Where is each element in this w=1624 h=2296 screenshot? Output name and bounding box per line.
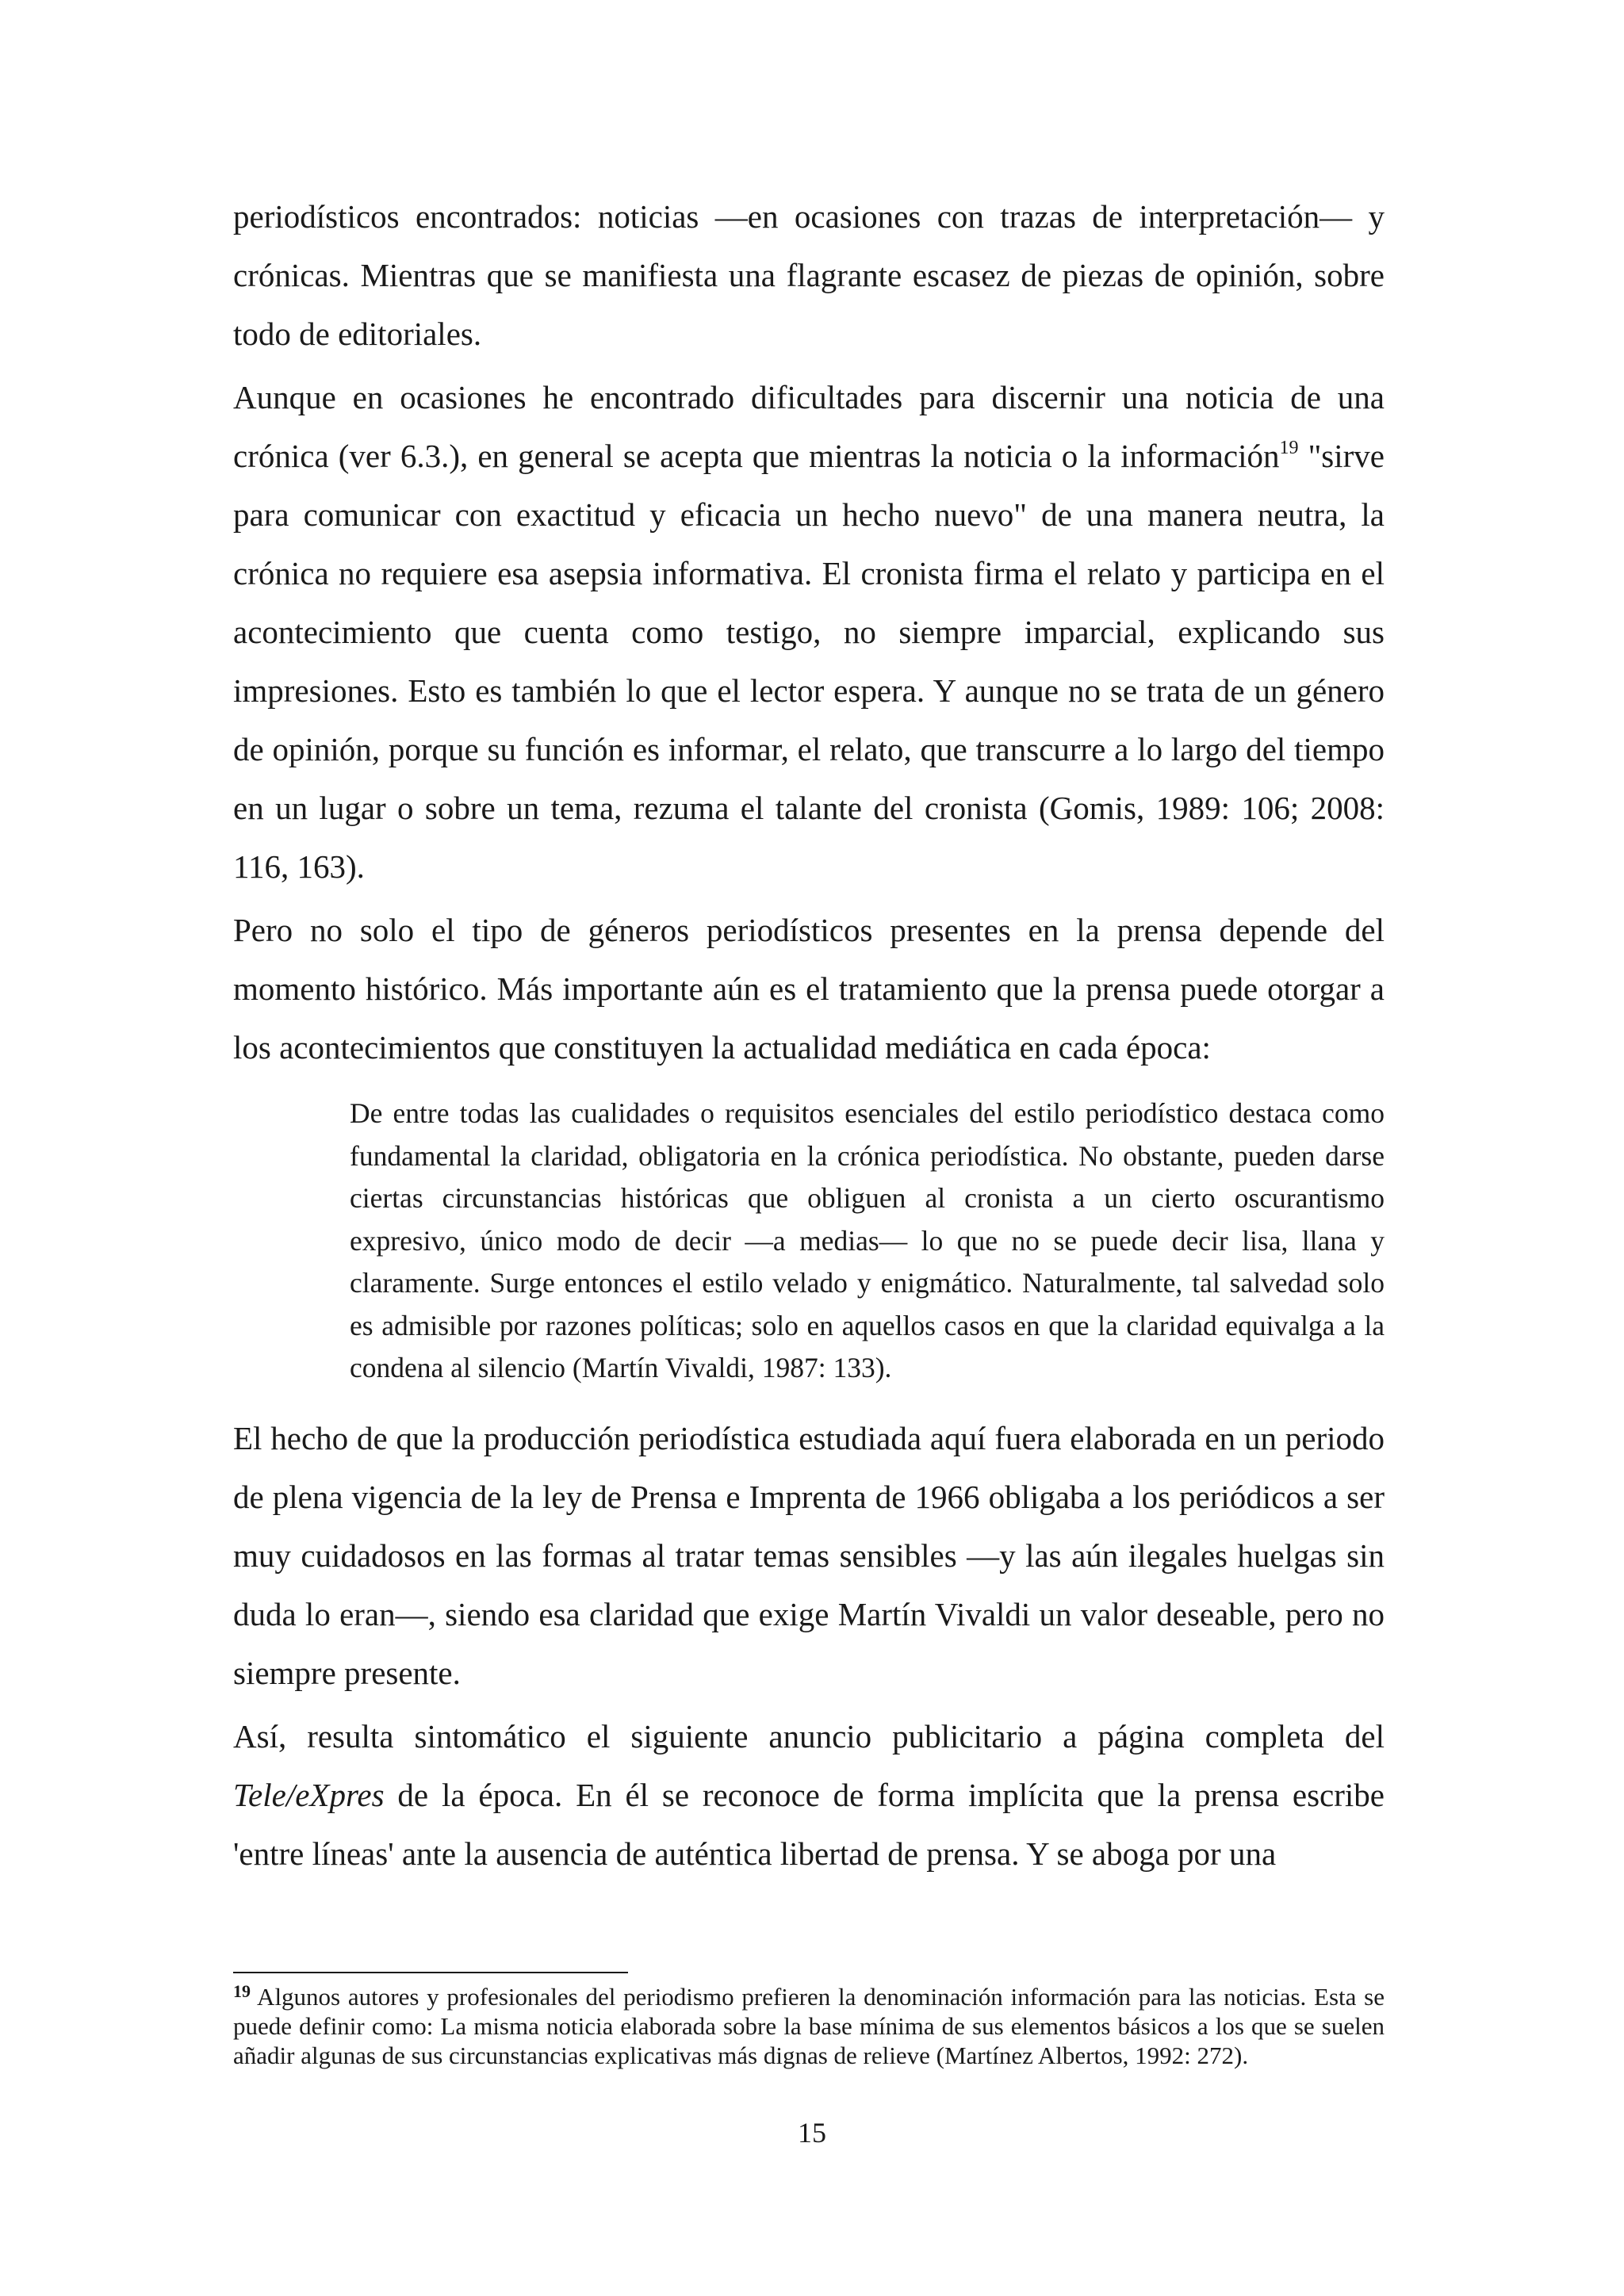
paragraph-5-text-start: Así, resulta sintomático el siguiente anuncio publicitario a página completa del xyxy=(233,1717,1385,1755)
footnote-separator xyxy=(233,1972,628,1973)
newspaper-title: Tele/eXpres xyxy=(233,1776,385,1813)
paragraph-4 xyxy=(233,1409,1385,1702)
footnote xyxy=(233,1982,1385,2070)
block-quote xyxy=(350,1093,1385,1390)
footnote-text: Algunos autores y profesionales del periodismo prefieren la denominación información para las noticias. Esta se puede definir como: La misma noticia elaborada sobre la base mínima de sus elementos básicos a los que se suelen añadir algunas de sus circunstancias explicativas más dignas de relieve (Martínez Albertos, 1992: 272). xyxy=(233,1983,1385,2069)
footnote-reference[interactable]: 19 xyxy=(1279,438,1299,458)
paragraph-3-text: Pero no solo el tipo de géneros periodísticos presentes en la prensa depende del momento histórico. Más importante aún es el tratamiento que la prensa puede otorgar a los acontecimientos que constituyen la actualidad mediática en cada época: xyxy=(233,912,1385,1066)
paragraph-1 xyxy=(233,187,1385,363)
block-quote-text: De entre todas las cualidades o requisitos esenciales del estilo periodístico destaca como fundamental la claridad, obligatoria en la crónica periodística. No obstante, pueden darse ciertas circunstancias históricas que obliguen al cronista a un cierto oscurantismo expresivo, único modo de decir —a medias— lo que no se puede decir lisa, llana y claramente. Surge entonces el estilo velado y enigmático. Naturalmente, tal salvedad solo es admisible por razones políticas; solo en aquellos casos en que la claridad equivalga a la condena al silencio (Martín Vivaldi, 1987: 133). xyxy=(350,1097,1385,1383)
footnote-mark: 19 xyxy=(233,1981,251,2001)
paragraph-4-text: El hecho de que la producción periodística estudiada aquí fuera elaborada en un periodo de plena vigencia de la ley de Prensa e Imprenta de 1966 obligaba a los periódicos a ser muy cuidadosos en las formas al tratar temas sensibles —y las aún ilegales huelgas sin duda lo eran—, siendo esa claridad que exige Martín Vivaldi un valor deseable, pero no siempre presente. xyxy=(233,1419,1385,1691)
paragraph-3 xyxy=(233,901,1385,1077)
paragraph-2 xyxy=(233,368,1385,896)
page-number: 15 xyxy=(798,2117,826,2149)
paragraph-5-text-end: de la época. En él se reconoce de forma implícita que la prensa escribe 'entre líneas' ante la ausencia de auténtica libertad de prensa. Y se aboga por una xyxy=(233,1776,1385,1872)
paragraph-2-text-start: Aunque en ocasiones he encontrado dificultades para discernir una noticia de una crónica (ver 6.3.), en general se acepta que mientras la noticia o la información xyxy=(233,379,1385,474)
paragraph-1-text: periodísticos encontrados: noticias —en ocasiones con trazas de interpretación— y crónicas. Mientras que se manifiesta una flagrante escasez de piezas de opinión, sobre todo de editoriales. xyxy=(233,198,1385,352)
paragraph-5 xyxy=(233,1707,1385,1883)
paragraph-2-text-end: "sirve para comunicar con exactitud y eficacia un hecho nuevo" de una manera neutra, la crónica no requiere esa asepsia informativa. El cronista firma el relato y participa en el acontecimiento que cuenta como testigo, no siempre imparcial, explicando sus impresiones. Esto es también lo que el lector espera. Y aunque no se trata de un género de opinión, porque su función es informar, el relato, que transcurre a lo largo del tiempo en un lugar o sobre un tema, rezuma el talante del cronista (Gomis, 1989: 106; 2008: 116, 163). xyxy=(233,438,1385,885)
page-body xyxy=(233,187,1385,1883)
